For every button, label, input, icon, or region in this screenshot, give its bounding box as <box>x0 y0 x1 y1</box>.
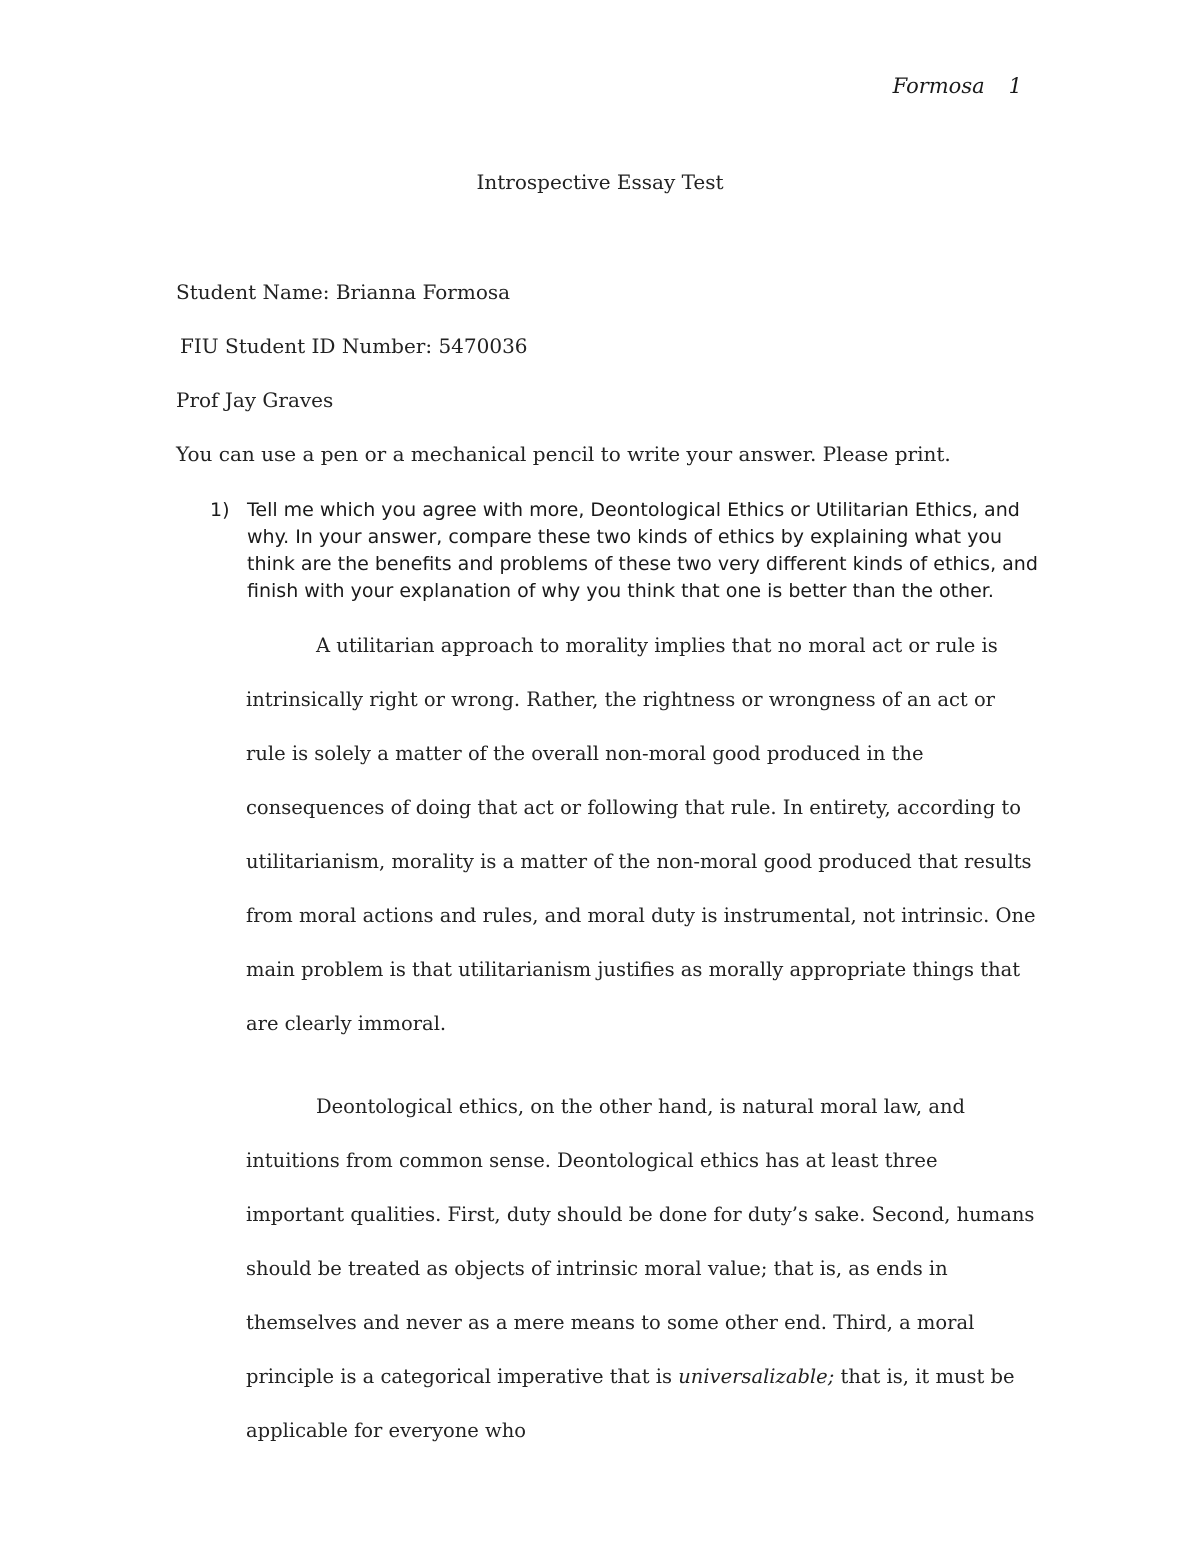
paragraph-2-text-end: that is, it must be applicable for everyone who <box>246 1365 1015 1442</box>
header-page-number: 1 <box>1008 74 1022 98</box>
header-author: Formosa <box>892 74 985 98</box>
student-name: Student Name: Brianna Formosa <box>176 280 511 304</box>
instructions: You can use a pen or a mechanical pencil to write your answer. Please print. <box>176 442 951 466</box>
question-1 <box>210 497 1040 605</box>
page-header <box>893 74 1022 98</box>
paragraph-1-text: A utilitarian approach to morality implies that no moral act or rule is intrinsically right or wrong. Rather, the rightness or wrongness of an act or rule is solely a matter of the overall non-moral good produced in the consequences of doing that act or following that rule. In entirety, according to utilitarianism, morality is a matter of the non-moral good produced that results from moral actions and rules, and moral duty is instrumental, not intrinsic. One main problem is that utilitarianism justifies as morally appropriate things that are clearly immoral. <box>246 634 1036 1035</box>
answer-paragraph-1 <box>246 619 1036 1051</box>
document-title: Introspective Essay Test <box>476 170 724 194</box>
emphasized-term: universalizable; <box>678 1365 835 1388</box>
question-text: Tell me which you agree with more, Deontological Ethics or Utilitarian Ethics, and why. In your answer, compare these two kinds of ethics by explaining what you think are the benefits and problems of these two very different kinds of ethics, and finish with your explanation of why you think that one is better than the other. <box>247 499 1038 602</box>
student-id: FIU Student ID Number: 5470036 <box>180 334 528 358</box>
question-number: 1) <box>210 499 230 521</box>
paragraph-2-text-start: Deontological ethics, on the other hand, is natural moral law, and intuitions from common sense. Deontological ethics has at least three important qualities. First, duty should be done for duty’s sake. Second, humans should be treated as objects of intrinsic moral value; that is, as ends in themselves and never as a mere means to some other end. Third, a moral principle is a categorical imperative that is <box>246 1095 1035 1388</box>
professor-name: Prof Jay Graves <box>176 388 334 412</box>
answer-paragraph-2 <box>246 1080 1036 1458</box>
